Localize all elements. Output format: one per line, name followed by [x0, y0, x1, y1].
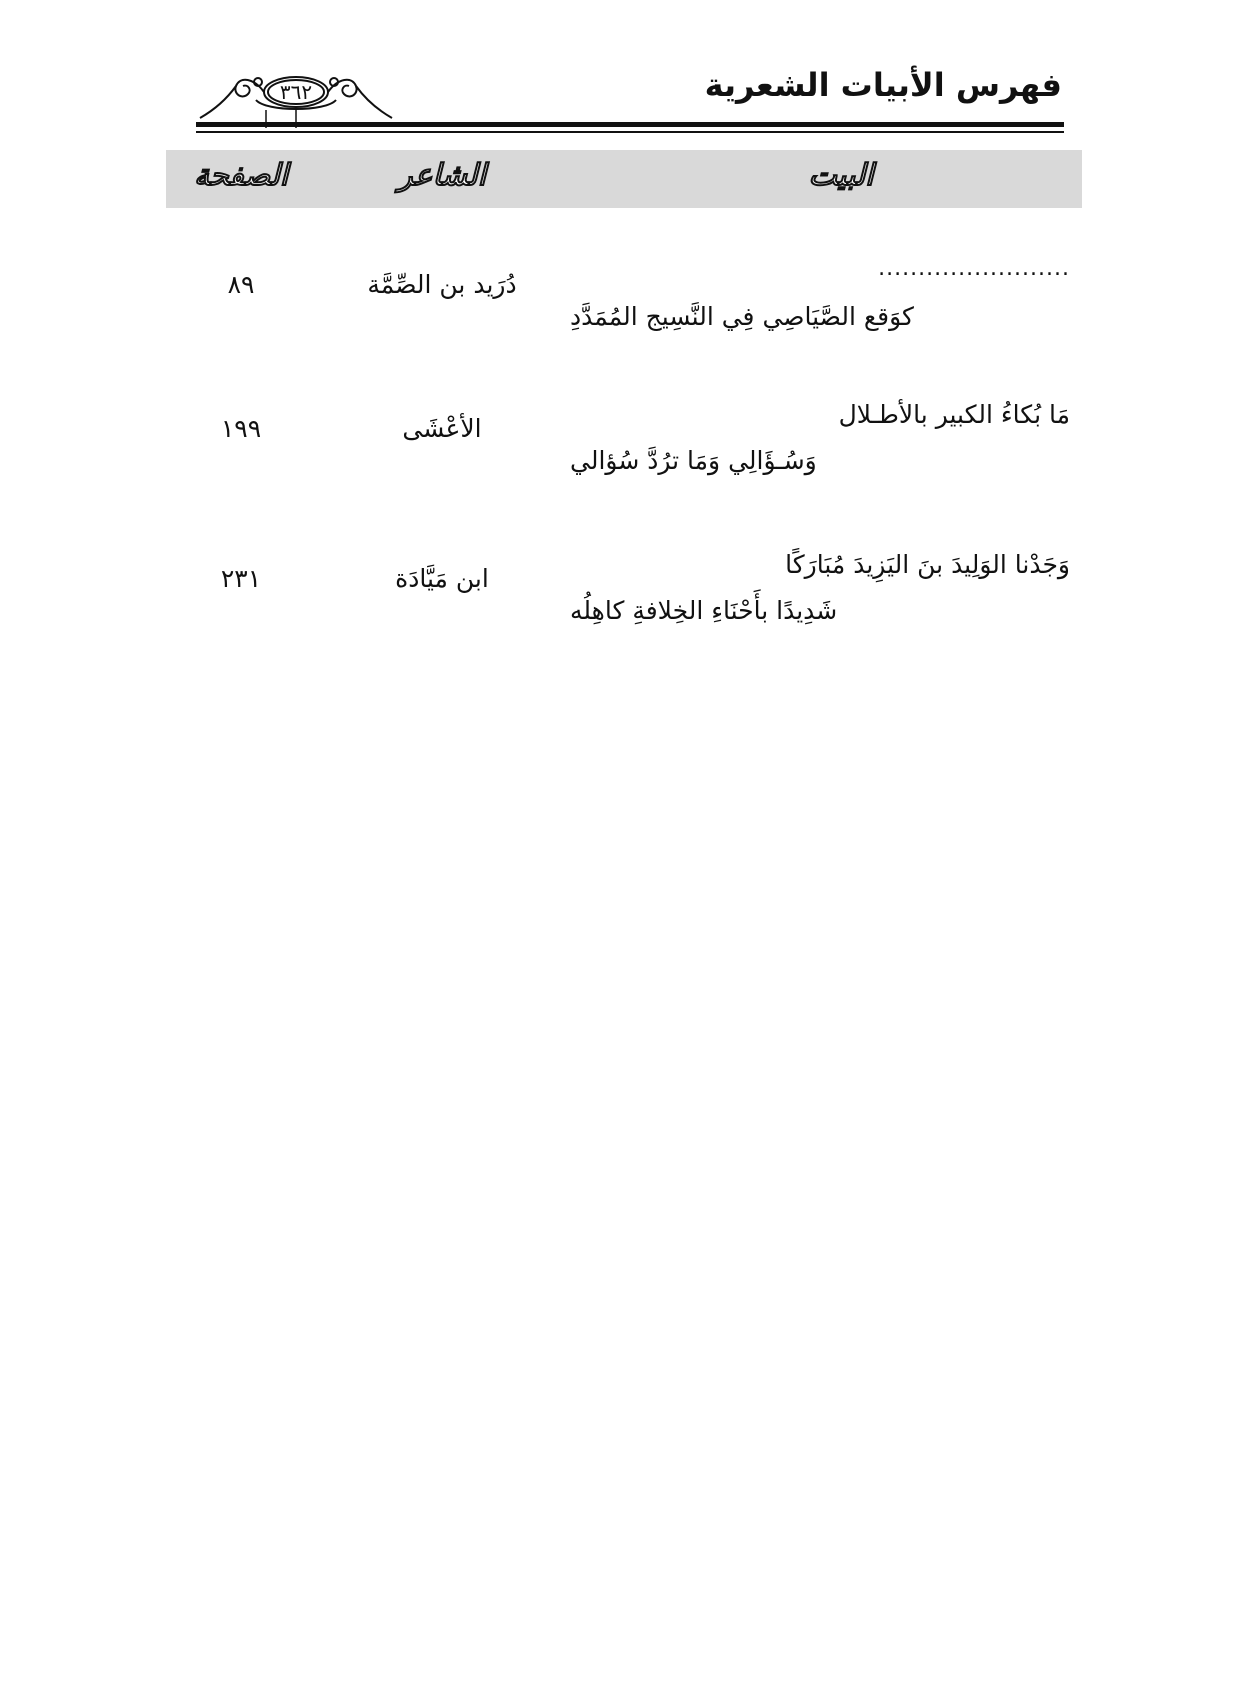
verse-first-hemistich: مَا بُكاءُ الكبير بالأطـلال [838, 400, 1070, 429]
column-header-page: الصفحة [193, 158, 289, 193]
table-row [166, 400, 1082, 510]
running-header-title: فهرس الأبيات الشعرية [704, 66, 1062, 104]
table-row [166, 256, 1082, 366]
verse-cell [570, 400, 1070, 510]
page-number: ٣٦٢ [279, 80, 313, 104]
verse-cell [570, 550, 1070, 660]
verse-first-hemistich: ........................ [878, 256, 1070, 281]
header-rule-thin [196, 131, 1064, 133]
table-header [166, 150, 1082, 208]
page-cell: ١٩٩ [220, 414, 262, 443]
page-cell: ٢٣١ [220, 564, 262, 593]
page-cell: ٨٩ [227, 270, 255, 299]
poet-cell: الأعْشَى [402, 414, 482, 443]
table-row [166, 550, 1082, 660]
poet-cell: دُرَيد بن الصِّمَّة [367, 270, 517, 299]
poet-cell: ابن مَيَّادَة [395, 564, 489, 593]
column-header-verse: البيت [808, 158, 874, 193]
header-rule-thick [196, 122, 1064, 127]
verse-second-hemistich: وَسُـؤَالِي وَمَا ترُدَّ سُؤالي [570, 446, 817, 475]
verse-second-hemistich: شَدِيدًا بأَحْنَاءِ الخِلافةِ كاهِلُه [570, 596, 838, 625]
verse-second-hemistich: كوَقع الصَّيَاصِي فِي النَّسِيج المُمَدَّدِ [570, 302, 914, 331]
verse-cell [570, 256, 1070, 366]
column-header-poet: الشاعر [398, 158, 486, 193]
verse-first-hemistich: وَجَدْنا الوَلِيدَ بنَ اليَزِيدَ مُبَارَكًا [785, 550, 1070, 579]
